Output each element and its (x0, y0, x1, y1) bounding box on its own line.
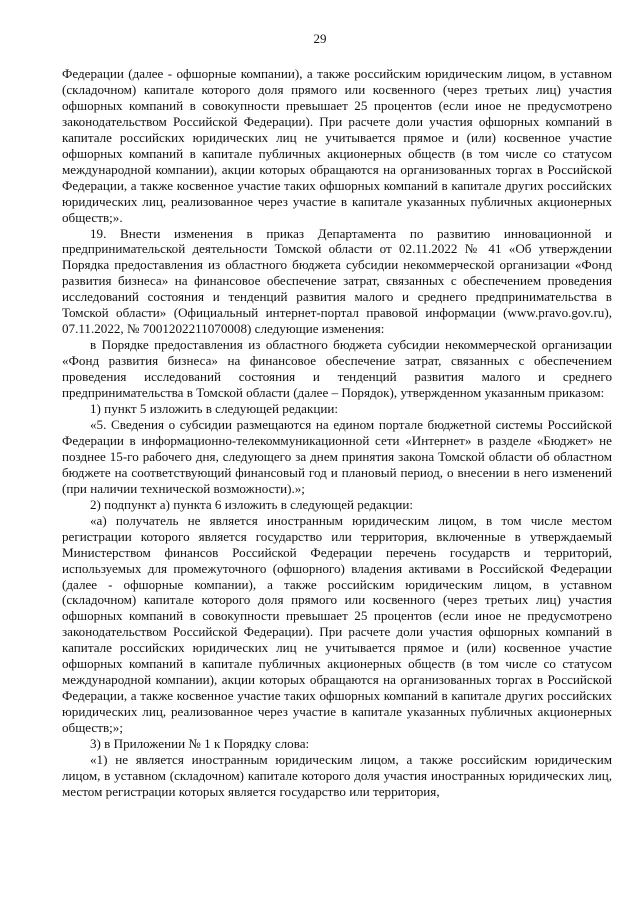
paragraph-clause-6a: «а) получатель не является иностранным юридическим лицом, в том числе местом регистрации которого является государство или территория, включенные в утверждаемый Министерством финансов Российской Федерации перечень государств и территорий, используемых для промежуточного (офшорного) владения активами в Российской Федерации (далее - офшорные компании), а также российским юридическим лицом, в уставном (складочном) капитале которого доля прямого или косвенного (через третьих лиц) участия офшорных компаний в совокупности превышает 25 процентов (если иное не предусмотрено законодательством Российской Федерации). При расчете доли участия офшорных компаний в капитале российских юридических лиц не учитывается прямое и (или) косвенное участие офшорных компаний в капитале публичных акционерных обществ (в том числе со статусом международной компании), акции которых обращаются на организованных торгах в Российской Федерации, а также косвенное участие таких офшорных компаний в капитале других российских юридических лиц, реализованное через участие в капитале указанных публичных акционерных обществ;»; (62, 512, 612, 736)
paragraph-continuation-offshore: Федерации (далее - офшорные компании), а также российским юридическим лицом, в уставном (складочном) капитале которого доля прямого или косвенного (через третьих лиц) участия офшорных компаний в совокупности превышает 25 процентов (если иное не предусмотрено законодательством Российской Федерации). При расчете доли участия офшорных компаний в капитале российских юридических лиц не учитывается прямое и (или) косвенное участие офшорных компаний в капитале публичных акционерных обществ (в том числе со статусом международной компании), акции которых обращаются на организованных торгах в Российской Федерации, а также косвенное участие таких офшорных компаний в капитале других российских юридических лиц, реализованное через участие в капитале указанных публичных акционерных обществ;». (62, 66, 612, 225)
paragraph-subitem-3: 3) в Приложении № 1 к Порядку слова: (90, 736, 310, 752)
paragraph-subitem-1: 1) пункт 5 изложить в следующей редакции: (90, 401, 338, 417)
paragraph-clause-5: «5. Сведения о субсидии размещаются на едином портале бюджетной системы Российской Федерации в информационно-телекоммуникационной сети «Интернет» в разделе «Бюджет» не позднее 15-го рабочего дня, следующего за днем принятия закона Томской области об областном бюджете на соответствующий финансовый год и плановый период, о внесении в него изменений (при наличии технической возможности).»; (62, 416, 612, 496)
document-body (62, 66, 612, 800)
paragraph-order-intro: в Порядке предоставления из областного бюджета субсидии некоммерческой организации «Фонд развития бизнеса» на финансовое обеспечение затрат, связанных с обеспечением проведения исследований состояния и тенденций развития малого и среднего предпринимательства в Томской области (далее – Порядок), утвержденном указанным приказом: (62, 337, 612, 401)
paragraph-subitem-2: 2) подпункт а) пункта 6 изложить в следующей редакции: (90, 496, 413, 512)
paragraph-appendix-quote: «1) не является иностранным юридическим лицом, а также российским юридическим лицом, в уставном (складочном) капитале которого доля участия иностранных юридических лиц, местом регистрации которых является государство или территория, (62, 751, 612, 799)
page-number: 29 (313, 31, 327, 46)
paragraph-item-19: 19. Внести изменения в приказ Департамента по развитию инновационной и предпринимательской деятельности Томской области от 02.11.2022 № 41 «Об утверждении Порядка предоставления из областного бюджета субсидии некоммерческой организации «Фонд развития бизнеса» на финансовое обеспечение затрат, связанных с обеспечением проведения исследований состояния и тенденций развития малого и среднего предпринимательства в Томской области» (Официальный интернет-портал правовой информации (www.pravo.gov.ru), 07.11.2022, № 7001202211070008) следующие изменения: (62, 225, 612, 337)
